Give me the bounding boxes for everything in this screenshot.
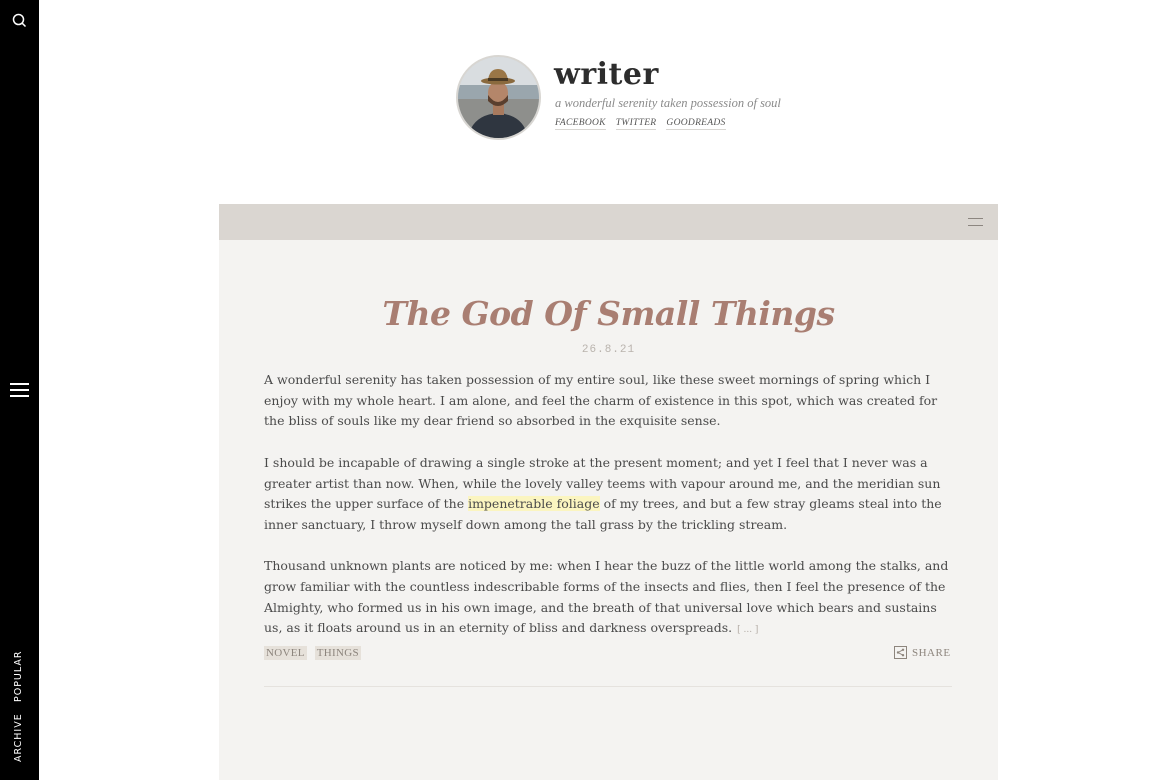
paragraph-2-end: of my trees, and but a few stray gleams steal into the inner sanctuary, I throw myself down among the tall grass by the trickling stream. <box>264 496 942 532</box>
archive-link[interactable]: ARCHIVE <box>13 713 24 762</box>
tag-things[interactable]: THINGS <box>316 647 359 659</box>
post-title[interactable]: The God Of Small Things <box>382 294 835 333</box>
post-tags <box>264 646 361 660</box>
twitter-link[interactable]: TWITTER <box>615 118 657 128</box>
read-more-link[interactable]: [ ... ] <box>737 625 759 636</box>
avatar-photo <box>458 57 539 138</box>
site-tagline: a wonderful serenity taken possession of soul <box>555 96 781 110</box>
post-body <box>264 370 954 662</box>
left-sidebar <box>0 0 39 780</box>
post-panel <box>219 204 998 780</box>
social-links <box>555 118 726 130</box>
share-button[interactable] <box>894 646 951 659</box>
post-date: 26.8.21 <box>581 344 636 356</box>
share-label: SHARE <box>912 646 951 659</box>
site-title[interactable]: writer <box>554 57 659 92</box>
search-icon[interactable] <box>12 13 27 28</box>
paragraph-3-text: Thousand unknown plants are noticed by me: when I hear the buzz of the little world among the stalks, and grow familiar with the countless indescribable forms of the insects and flies, then I feel the presence of the Almighty, who formed us in his own image, and the breath of that universal love which bears and sustains us, as it floats around us in an eternity of bliss and darkness overspreads. <box>264 558 949 636</box>
tag-novel[interactable]: NOVEL <box>266 647 305 659</box>
panel-toolbar <box>219 204 998 240</box>
share-icon <box>894 646 907 659</box>
paragraph-1: A wonderful serenity has taken possession of my entire soul, like these sweet mornings of spring which I enjoy with my whole heart. I am alone, and feel the charm of existence in this spot, which was created for the bliss of souls like my dear friend so absorbed in the exquisite sense. <box>264 372 938 429</box>
paragraph-2-start: I should be incapable of drawing a single stroke at the present moment; and yet I feel that I never was a greater artist than now. When, while the lovely valley teems with vapour around me, and the meridian sun strikes the upper surface of the <box>264 454 941 512</box>
author-avatar <box>456 55 541 140</box>
paragraph-3 <box>264 556 954 641</box>
hamburger-icon[interactable] <box>10 383 29 397</box>
post-divider <box>264 686 952 687</box>
goodreads-link[interactable]: GOODREADS <box>666 118 726 128</box>
menu-icon[interactable] <box>968 217 983 227</box>
highlighted-text: impenetrable foliage <box>468 496 600 512</box>
facebook-link[interactable]: FACEBOOK <box>555 118 606 128</box>
paragraph-2 <box>264 453 954 536</box>
popular-link[interactable]: POPULAR <box>13 650 24 702</box>
